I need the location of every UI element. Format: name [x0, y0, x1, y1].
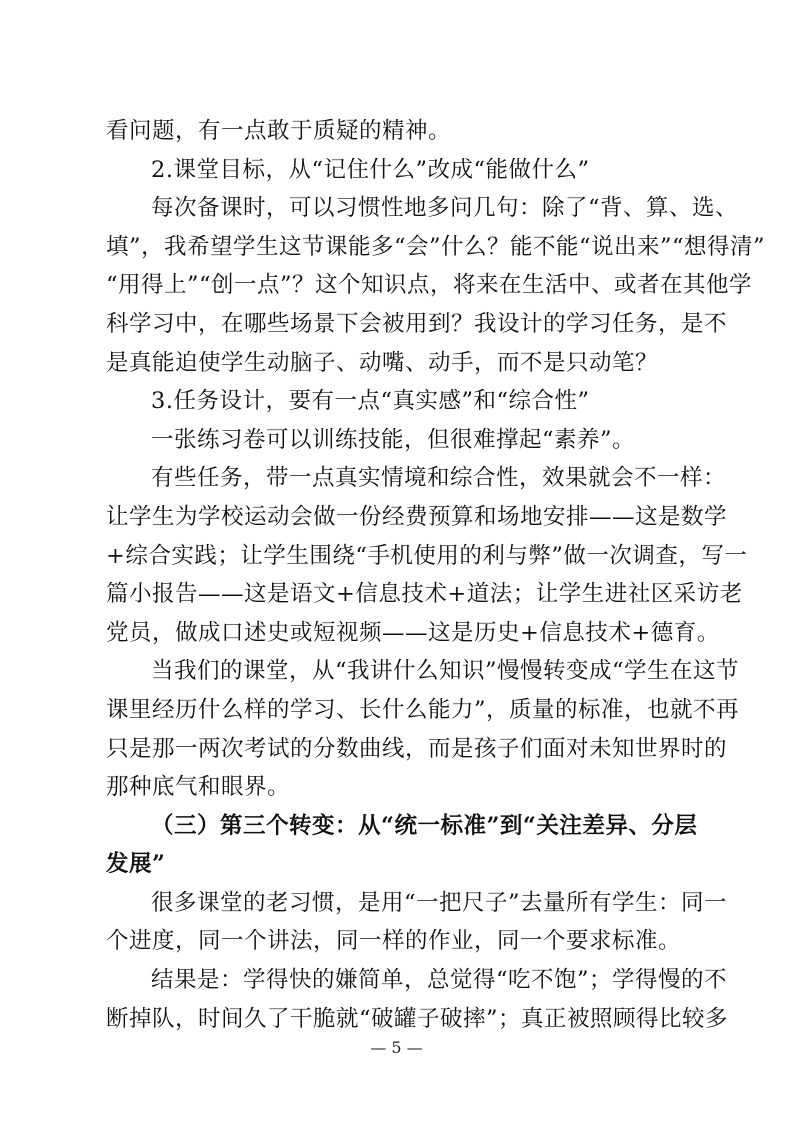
paragraph-line: 让学生为学校运动会做一份经费预算和场地安排——这是数学: [106, 503, 728, 530]
paragraph-line: 个进度，同一个讲法，同一样的作业，同一个要求标准。: [106, 928, 682, 955]
section-heading: （三）第三个转变：从“统一标准”到“关注差异、分层: [151, 812, 698, 839]
page-number: — 5 —: [370, 1038, 423, 1057]
subheading-3: 3.任务设计，要有一点“真实感”和“综合性”: [151, 388, 590, 415]
paragraph-line: 科学习中，在哪些场景下会被用到？我设计的学习任务，是不: [106, 310, 728, 337]
paragraph-line: 每次备课时，可以习惯性地多问几句：除了“背、算、选、: [151, 195, 739, 222]
paragraph-line: 断掉队，时间久了干脆就“破罐子破摔”；真正被照顾得比较多: [106, 1005, 729, 1032]
paragraph-line: 填”，我希望学生这节课能多“会”什么？能不能“说出来”“想得清”: [106, 233, 766, 260]
paragraph-line: 结果是：学得快的嫌简单，总觉得“吃不饱”；学得慢的不: [151, 967, 728, 994]
paragraph-line: +综合实践；让学生围绕“手机使用的利与弊”做一次调查，写一: [106, 542, 748, 569]
section-heading: 发展”: [106, 851, 166, 878]
paragraph-line: 党员，做成口述史或短视频——这是历史+信息技术+德育。: [106, 619, 720, 646]
paragraph-line: 是真能迫使学生动脑子、动嘴、动手，而不是只动笔？: [106, 349, 659, 376]
paragraph-line: “用得上”“创一点”？这个知识点，将来在生活中、或者在其他学: [106, 272, 753, 299]
subheading-2: 2.课堂目标，从“记住什么”改成“能做什么”: [151, 156, 590, 183]
paragraph-line: 一张练习卷可以训练技能，但很难撑起“素养”。: [151, 426, 636, 453]
paragraph-line: 当我们的课堂，从“我讲什么知识”慢慢转变成“学生在这节: [151, 658, 740, 685]
paragraph-line: 那种底气和眼界。: [106, 774, 291, 801]
paragraph-line: 只是那一两次考试的分数曲线，而是孩子们面对未知世界时的: [106, 735, 728, 762]
paragraph-line: 课里经历什么样的学习、长什么能力”，质量的标准，也就不再: [106, 696, 740, 723]
paragraph-line: 有些任务，带一点真实情境和综合性，效果就会不一样：: [151, 465, 727, 492]
paragraph-continuation: 看问题，有一点敢于质疑的精神。: [106, 118, 452, 144]
document-body: [106, 112, 766, 1038]
paragraph-line: 篇小报告——这是语文+信息技术+道法；让学生进社区采访老: [106, 581, 743, 608]
paragraph-line: 很多课堂的老习惯，是用“一把尺子”去量所有学生：同一: [151, 889, 728, 916]
